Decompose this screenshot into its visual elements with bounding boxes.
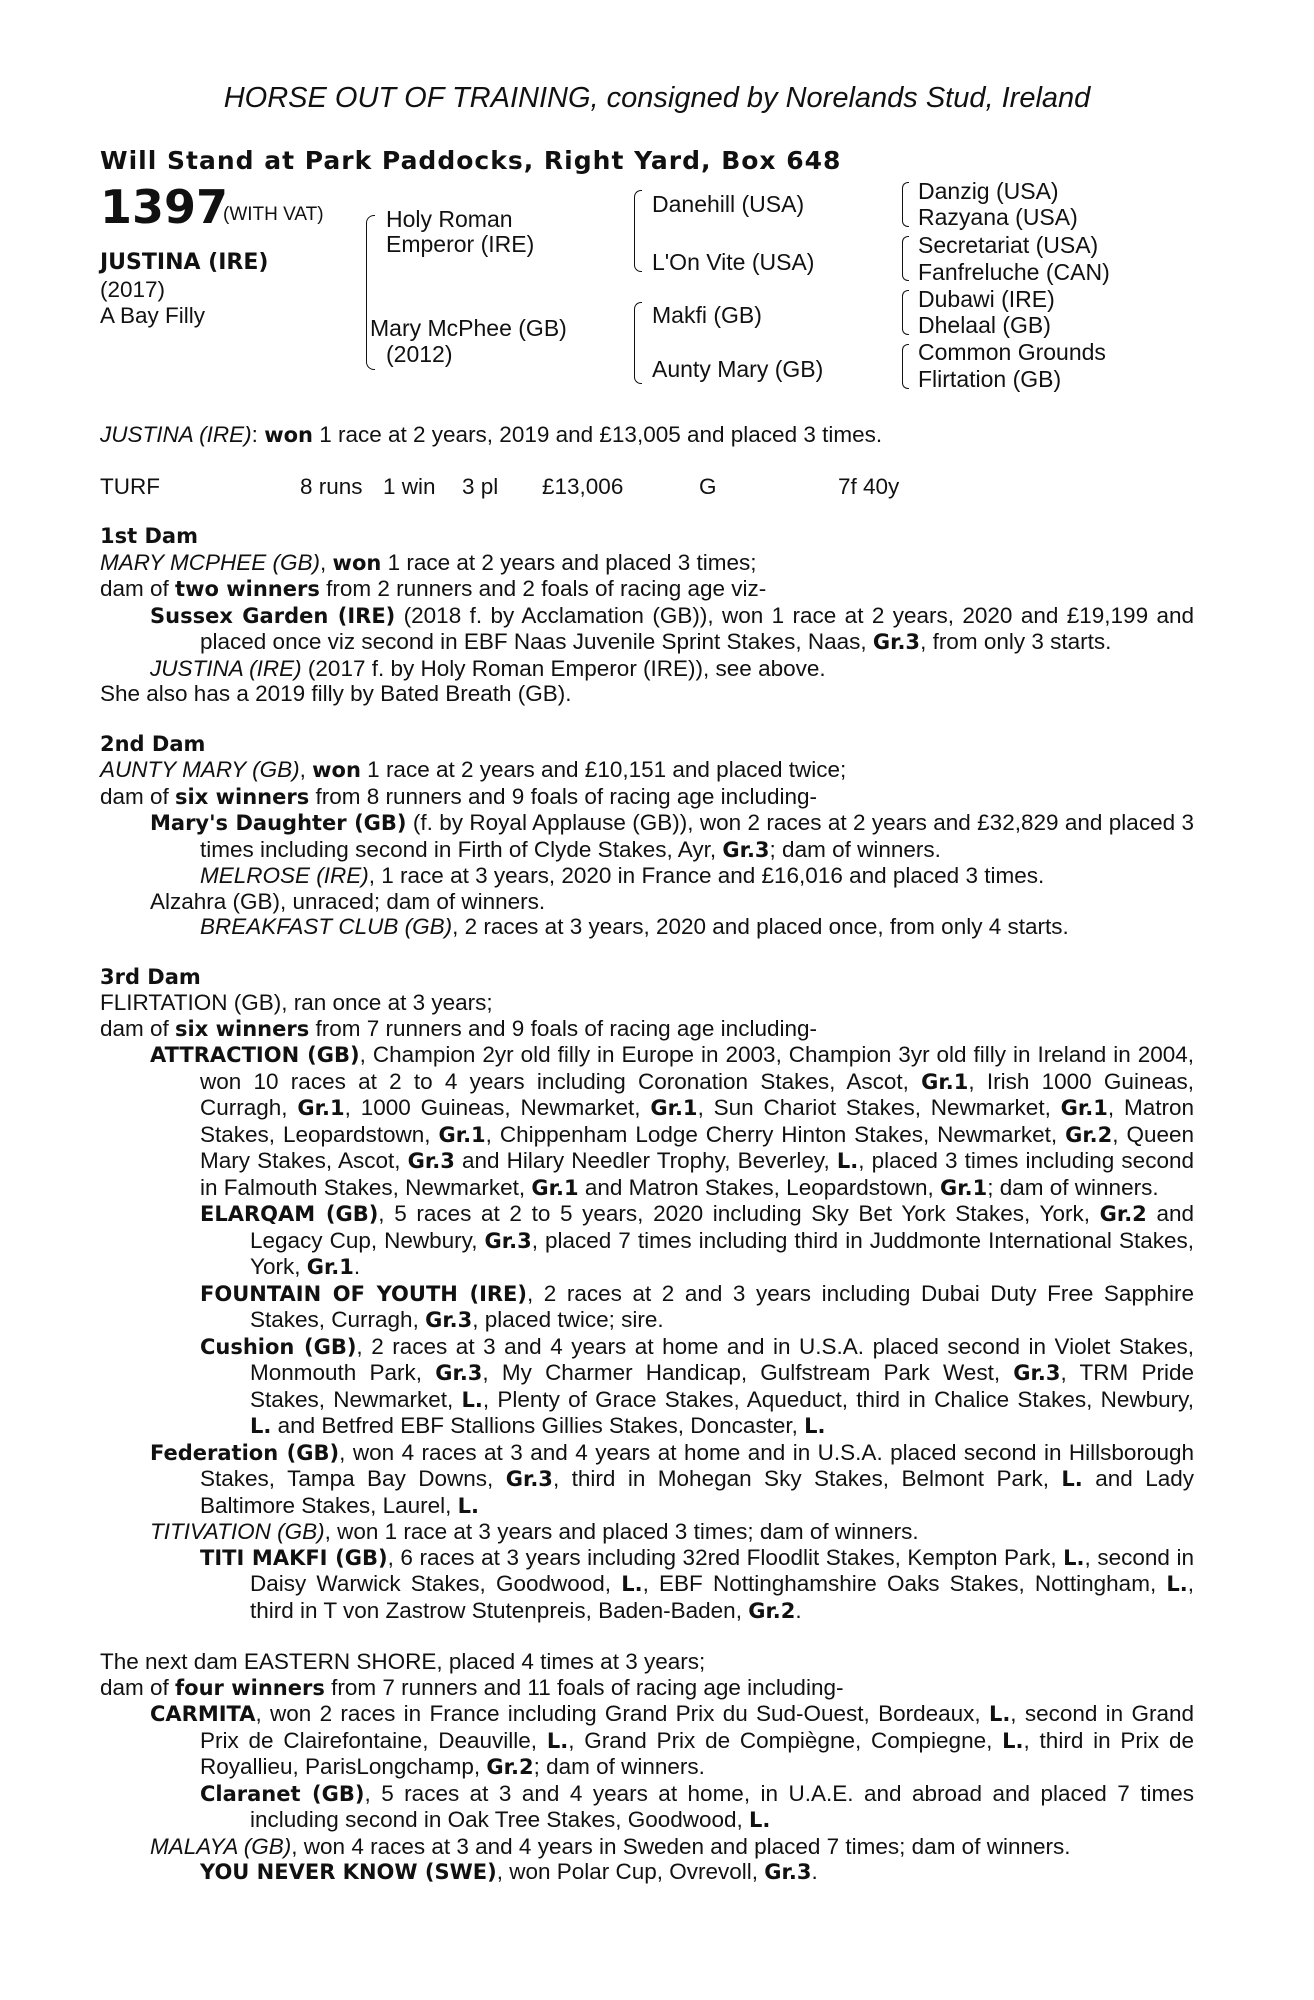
pedigree-brace	[902, 344, 909, 389]
horse-description: A Bay Filly	[100, 303, 206, 328]
third-dam-titi-makfi: TITI MAKFI (GB), 6 races at 3 years including 32red Floodlit Stakes, Kempton Park, L., second in Daisy Warwick Stakes, Goodwood, L., EBF Nottinghamshire Oaks Stakes, Nottingham, L., third in T von Zastrow Stutenpreis, Baden-Baden, Gr.2.	[200, 1544, 1194, 1623]
g3-4: Fanfreluche (CAN)	[918, 259, 1110, 285]
g3-5: Dubawi (IRE)	[918, 286, 1055, 312]
first-dam-note: She also has a 2019 filly by Bated Breath (GB).	[100, 681, 572, 706]
g3-7: Common Grounds	[918, 339, 1106, 365]
record-wins: 1 win	[383, 474, 436, 499]
sire-line1: Holy Roman	[386, 206, 513, 232]
pedigree-brace	[902, 182, 909, 227]
g3-3: Secretariat (USA)	[918, 232, 1099, 258]
third-dam-elarqam: ELARQAM (GB), 5 races at 2 to 5 years, 2020 including Sky Bet York Stakes, York, Gr.2 and Legacy Cup, Newbury, Gr.3, placed 7 times including third in Juddmonte International Stakes, York, Gr.1.	[200, 1201, 1194, 1279]
third-dam-heading: 3rd Dam	[100, 964, 201, 989]
g3-8: Flirtation (GB)	[918, 366, 1062, 392]
sire-line2: Emperor (IRE)	[386, 231, 535, 257]
record-surface: TURF	[100, 474, 160, 499]
record-earnings: £13,006	[542, 474, 624, 499]
second-dam-produce-1: Mary's Daughter (GB) (f. by Royal Applause (GB)), won 2 races at 2 years and £32,829 and placed 3 times including second in Firth of Clyde Stakes, Ayr, Gr.3; dam of winners.	[150, 810, 1194, 862]
third-dam-federation: Federation (GB), won 4 races at 3 and 4 years at home and in U.S.A. placed second in Hillsborough Stakes, Tampa Bay Downs, Gr.3, third in Mohegan Sky Stakes, Belmont Park, L. and Lady Baltimore Stakes, Laurel, L.	[150, 1439, 1194, 1518]
vat-note: (WITH VAT)	[223, 204, 324, 225]
third-dam-titivation: TITIVATION (GB), won 1 race at 3 years and placed 3 times; dam of winners.	[150, 1519, 919, 1544]
pedigree-brace	[366, 215, 375, 370]
first-dam-produce-2: JUSTINA (IRE) (2017 f. by Holy Roman Emperor (IRE)), see above.	[150, 655, 826, 681]
produce-record	[100, 524, 1194, 1886]
second-dam-grand-2: BREAKFAST CLUB (GB), 2 races at 3 years, 2020 and placed once, from only 4 starts.	[200, 914, 1069, 939]
horse-name: JUSTINA (IRE)	[100, 250, 269, 275]
dam-dam: Aunty Mary (GB)	[652, 356, 824, 382]
summary-text: 1 race at 2 years, 2019 and £13,005 and placed 3 times.	[312, 422, 883, 447]
sire-sire: Danehill (USA)	[652, 191, 805, 217]
dam-sire: Makfi (GB)	[652, 302, 762, 328]
page-title: HORSE OUT OF TRAINING, consigned by Norelands Stud, Ireland	[223, 82, 1091, 114]
sire-dam: L'On Vite (USA)	[652, 249, 815, 275]
second-dam-line2: dam of six winners from 8 runners and 9 foals of racing age including-	[100, 783, 817, 809]
g3-2: Razyana (USA)	[918, 204, 1078, 230]
g3-1: Danzig (USA)	[918, 178, 1059, 204]
third-dam-line1: FLIRTATION (GB), ran once at 3 years;	[100, 990, 493, 1015]
pedigree-brace	[634, 190, 642, 272]
next-dam-carmita: CARMITA, won 2 races in France including Grand Prix du Sud-Ouest, Bordeaux, L., second in Grand Prix de Clairefontaine, Deauville, L., Grand Prix de Compiègne, Compiegne, L., third in Prix de Royallieu, ParisLongchamp, Gr.2; dam of winners.	[150, 1701, 1194, 1779]
first-dam-heading: 1st Dam	[100, 524, 198, 548]
third-dam-attraction: ATTRACTION (GB), Champion 2yr old filly in Europe in 2003, Champion 3yr old filly in Ireland in 2004, won 10 races at 2 to 4 years including Coronation Stakes, Ascot, Gr.1, Irish 1000 Guineas, Curragh, Gr.1, 1000 Guineas, Newmarket, Gr.1, Sun Chariot Stakes, Newmarket, Gr.1, Matron Stakes, Leopardstown, Gr.1, Chippenham Lodge Cherry Hinton Stakes, Newmarket, Gr.2, Queen Mary Stakes, Ascot, Gr.3 and Hilary Needler Trophy, Beverley, L., placed 3 times including second in Falmouth Stakes, Newmarket, Gr.1 and Matron Stakes, Leopardstown, Gr.1; dam of winners.	[150, 1042, 1195, 1200]
record-going: G	[699, 474, 717, 499]
lot-number: 1397	[100, 180, 229, 234]
third-dam-line2: dam of six winners from 7 runners and 9 foals of racing age including-	[100, 1015, 817, 1041]
second-dam-heading: 2nd Dam	[100, 731, 206, 756]
next-dam-claranet: Claranet (GB), 5 races at 3 and 4 years at home, in U.A.E. and abroad and placed 7 times including second in Oak Tree Stakes, Goodwood, L.	[200, 1780, 1194, 1832]
next-dam-you-never-know: YOU NEVER KNOW (SWE), won Polar Cup, Ovrevoll, Gr.3.	[200, 1859, 818, 1884]
pedigree-brace	[902, 236, 909, 281]
race-summary: JUSTINA (IRE): won 1 race at 2 years, 2019 and £13,005 and placed 3 times.	[100, 422, 883, 447]
summary-horse-name: JUSTINA (IRE)	[100, 422, 252, 447]
record-runs: 8 runs	[300, 474, 363, 499]
record-distance: 7f 40y	[838, 474, 900, 499]
first-dam-line1: MARY MCPHEE (GB), won 1 race at 2 years and placed 3 times;	[100, 549, 757, 575]
first-dam-line2: dam of two winners from 2 runners and 2 foals of racing age viz-	[100, 576, 767, 601]
pedigree-brace	[634, 302, 642, 384]
second-dam-produce-2: Alzahra (GB), unraced; dam of winners.	[150, 888, 546, 914]
next-dam-line2: dam of four winners from 7 runners and 11 foals of racing age including-	[100, 1674, 844, 1700]
horse-year: (2017)	[100, 277, 166, 302]
third-dam-fountain: FOUNTAIN OF YOUTH (IRE), 2 races at 2 and 3 years including Dubai Duty Free Sapphire Stakes, Curragh, Gr.3, placed twice; sire.	[200, 1280, 1194, 1332]
second-dam-grand-1: MELROSE (IRE), 1 race at 3 years, 2020 in France and £16,016 and placed 3 times.	[200, 863, 1045, 888]
stand-location: Will Stand at Park Paddocks, Right Yard, Box 648	[100, 146, 842, 175]
next-dam-line1: The next dam EASTERN SHORE, placed 4 times at 3 years;	[100, 1649, 706, 1674]
summary-won: won	[264, 423, 313, 447]
first-dam-produce-1: Sussex Garden (IRE) (2018 f. by Acclamation (GB)), won 1 race at 2 years, 2020 and £19,199 and placed once viz second in EBF Naas Juvenile Sprint Stakes, Naas, Gr.3, from only 3 starts.	[150, 602, 1195, 654]
g3-6: Dhelaal (GB)	[918, 312, 1051, 338]
second-dam-line1: AUNTY MARY (GB), won 1 race at 2 years and £10,151 and placed twice;	[100, 757, 847, 782]
record-placed: 3 pl	[462, 474, 499, 499]
dam-line2: (2012)	[386, 341, 453, 367]
pedigree-brace	[902, 290, 909, 335]
third-dam-cushion: Cushion (GB), 2 races at 3 and 4 years at home and in U.S.A. placed second in Violet Stakes, Monmouth Park, Gr.3, My Charmer Handicap, Gulfstream Park West, Gr.3, TRM Pride Stakes, Newmarket, L., Plenty of Grace Stakes, Aqueduct, third in Chalice Stakes, Newbury, L. and Betfred EBF Stallions Gillies Stakes, Doncaster, L.	[200, 1333, 1194, 1438]
dam-line1: Mary McPhee (GB)	[370, 315, 567, 341]
next-dam-malaya: MALAYA (GB), won 4 races at 3 and 4 years in Sweden and placed 7 times; dam of winners.	[150, 1833, 1071, 1859]
